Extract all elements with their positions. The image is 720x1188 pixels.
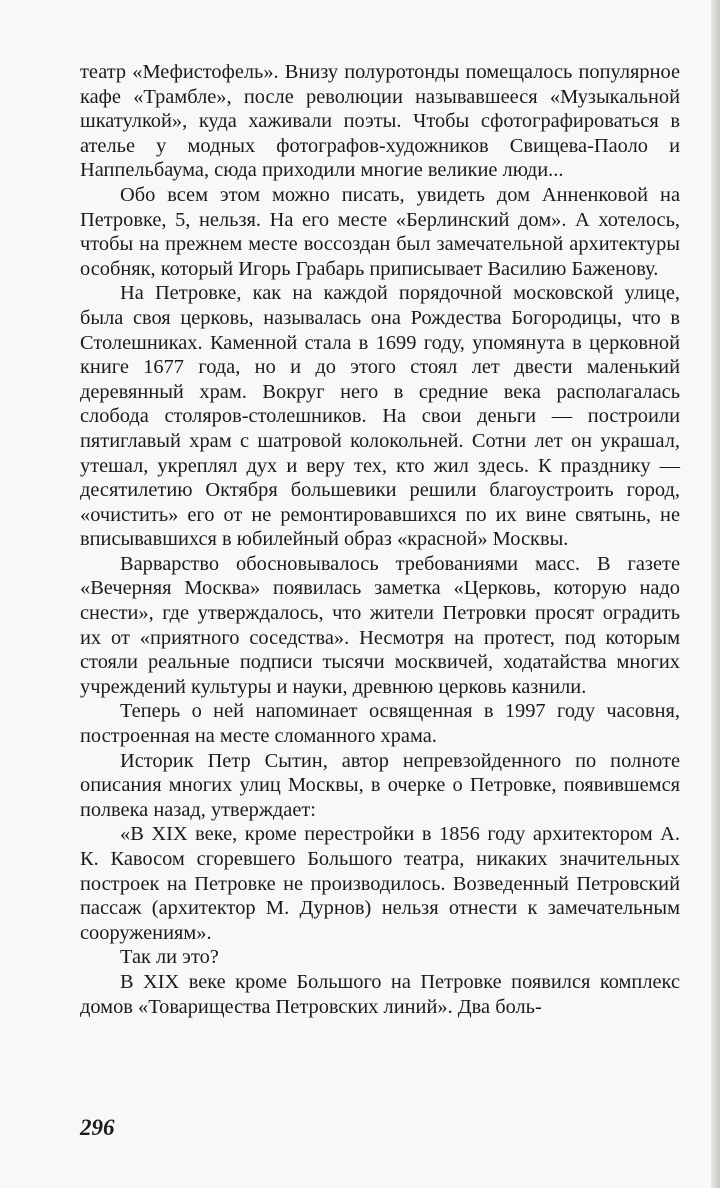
paragraph-6: Историк Петр Сытин, автор непревзойденного по полноте описания многих улиц Москвы, в очерке о Петровке, появившемся полвека назад, утверждает:: [80, 749, 680, 821]
page-edge-shadow: [711, 0, 720, 1188]
paragraph-2: Обо всем этом можно писать, увидеть дом Анненковой на Петровке, 5, нельзя. На его месте «Берлинский дом». А хотелось, чтобы на прежнем месте воссоздан был замечательной архитектуры особняк, который Игорь Грабарь приписывает Василию Баженову.: [80, 183, 680, 280]
paragraph-question: Так ли это?: [120, 946, 219, 969]
paragraph-4: Варварство обосновывалось требованиями масс. В газете «Вечерняя Москва» появилась заметка «Церковь, которую надо снести», где утверждалось, что жители Петровки просят оградить их от «приятного соседства». Несмотря на протест, под которым стояли реальные подписи тысячи москвичей, ходатайства многих учреждений культуры и науки, древнюю церковь казнили.: [80, 552, 680, 698]
paragraph-1: театр «Мефистофель». Внизу полуротонды помещалось популярное кафе «Трамбле», после революции называвшееся «Музыкальной шкатулкой», куда хаживали поэты. Чтобы сфотографироваться в ателье у модных фотографов-художников Свищева-Паоло и Наппельбаума, сюда приходили многие великие люди...: [80, 61, 680, 182]
quote-paragraph: «В XIX веке, кроме перестройки в 1856 году архитектором А. К. Кавосом сгоревшего Большого театра, никаких значительных построек на Петровке не производилось. Возведенный Петровский пассаж (архитектор М. Дурнов) нельзя отнести к замечательным сооружениям».: [80, 823, 680, 944]
paragraph-5: Теперь о ней напоминает освященная в 1997 году часовня, построенная на месте сломанного храма.: [80, 700, 680, 748]
page-number: 296: [80, 1115, 115, 1140]
paragraph-3: На Петровке, как на каждой порядочной московской улице, была своя церковь, называлась она Рождества Богородицы, что в Столешниках. Каменной стала в 1699 году, упомянута в церковной книге 1677 года, но и до этого стоял лет двести маленький деревянный храм. Вокруг него в средние века располагалась слобода столяров-столешников. На свои деньги — построили пятиглавый храм с шатровой колокольней. Сотни лет он украшал, утешал, укреплял дух и веру тех, кто жил здесь. К празднику — десятилетию Октября большевики решили благоустроить город, «очистить» его от не ремонтировавшихся по их вине святынь, не вписывавшихся в юбилейный образ «красной» Москвы.: [80, 282, 680, 551]
paragraph-9: В XIX веке кроме Большого на Петровке появился комплекс домов «Товарищества Петровских линий». Два боль-: [80, 970, 680, 1018]
body-text: [80, 60, 680, 1019]
